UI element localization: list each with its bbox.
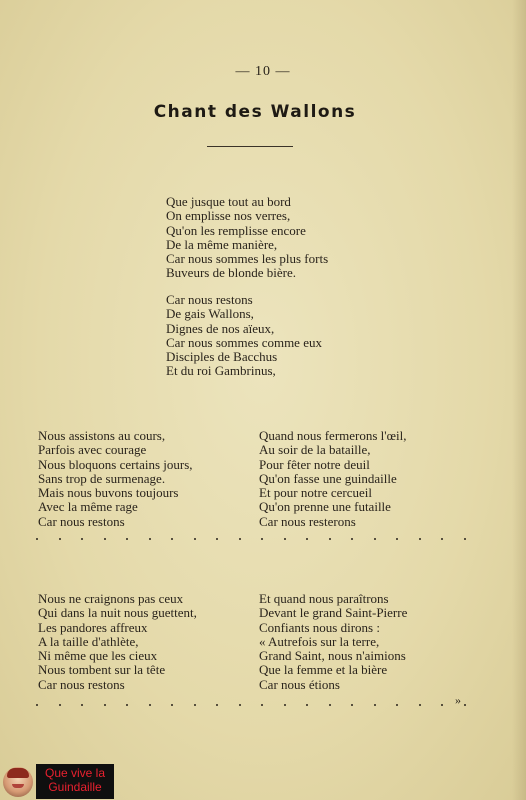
separator-dot xyxy=(351,538,353,540)
verse-line: Que jusque tout au bord xyxy=(166,194,291,209)
separator-dot xyxy=(306,538,308,540)
verse-line: Grand Saint, nous n'aimions xyxy=(259,648,406,664)
verse-line: A la taille d'athlète, xyxy=(38,633,139,649)
separator-dot xyxy=(194,538,196,540)
verse-line: Qui dans la nuit nous guettent, xyxy=(38,605,197,621)
separator-dot xyxy=(374,538,376,540)
verse-line: Quand nous fermerons l'œil, xyxy=(259,428,407,443)
stanza-verse-right-2 xyxy=(259,592,407,692)
verse-line: Et pour notre cercueil xyxy=(259,485,372,501)
separator-dot xyxy=(284,538,286,540)
verse-line: Et quand nous paraîtrons xyxy=(259,591,389,606)
separator-dot xyxy=(329,704,331,706)
verse-line: Qu'on prenne une futaille xyxy=(259,499,391,515)
watermark-line-1: Que vive la xyxy=(44,766,106,780)
verse-line: Et du roi Gambrinus, xyxy=(166,363,276,379)
separator-dot xyxy=(261,538,263,540)
watermark-line-2: Guindaille xyxy=(48,780,102,794)
separator-dot xyxy=(216,538,218,540)
verse-line: Dignes de nos aïeux, xyxy=(166,320,275,336)
verse-line: Parfois avec courage xyxy=(38,442,147,458)
verse-line: Qu'on les remplisse encore xyxy=(166,222,306,238)
dotted-separator xyxy=(36,701,466,709)
separator-dot xyxy=(149,704,151,706)
separator-dot xyxy=(36,704,38,706)
verse-line: Pour fêter notre deuil xyxy=(259,456,370,472)
separator-dot xyxy=(396,538,398,540)
stanza-refrain-1 xyxy=(166,195,328,281)
verse-line: Nous bloquons certains jours, xyxy=(38,456,193,472)
separator-dot xyxy=(171,704,173,706)
verse-line: De la même manière, xyxy=(166,236,278,252)
stanza-verse-left-1 xyxy=(38,429,193,529)
verse-line: « Autrefois sur la terre, xyxy=(259,633,380,649)
title-divider xyxy=(207,146,293,147)
verse-line: Buveurs de blonde bière. xyxy=(166,265,296,281)
verse-line: Nous tombent sur la tête xyxy=(38,662,166,678)
verse-line: Confiants nous dirons : xyxy=(259,619,380,635)
verse-line: Ni même que les cieux xyxy=(38,648,158,664)
verse-line: Car nous resterons xyxy=(259,513,356,529)
separator-dot xyxy=(396,704,398,706)
separator-dot xyxy=(419,538,421,540)
verse-line: Car nous restons xyxy=(38,513,125,529)
separator-dot xyxy=(306,704,308,706)
separator-dot xyxy=(104,538,106,540)
separator-dot xyxy=(126,538,128,540)
separator-dot xyxy=(36,538,38,540)
separator-dot xyxy=(194,704,196,706)
separator-dot xyxy=(126,704,128,706)
separator-dot xyxy=(171,538,173,540)
mascot-face-icon xyxy=(3,767,33,797)
separator-dot xyxy=(441,704,443,706)
stanza-verse-left-2 xyxy=(38,592,197,692)
verse-line: Au soir de la bataille, xyxy=(259,442,371,458)
separator-dot xyxy=(81,538,83,540)
stanza-verse-right-1 xyxy=(259,429,406,529)
separator-dot xyxy=(284,704,286,706)
separator-dot xyxy=(464,704,466,706)
separator-dot xyxy=(464,538,466,540)
verse-line: Les pandores affreux xyxy=(38,619,148,635)
separator-dot xyxy=(149,538,151,540)
verse-line: Car nous sommes les plus forts xyxy=(166,251,329,267)
separator-dot xyxy=(239,704,241,706)
verse-line: Sans trop de surmenage. xyxy=(38,470,166,486)
verse-line: Car nous sommes comme eux xyxy=(166,334,322,350)
page-number: — 10 — xyxy=(235,64,291,79)
separator-dot xyxy=(261,704,263,706)
closing-quote-mark: » xyxy=(455,693,461,707)
verse-line: On emplisse nos verres, xyxy=(166,208,291,224)
watermark-badge xyxy=(0,763,116,800)
verse-line: Nous assistons au cours, xyxy=(38,428,166,443)
stanza-refrain-2 xyxy=(166,293,322,379)
separator-dot xyxy=(351,704,353,706)
verse-line: Car nous étions xyxy=(259,676,340,692)
separator-dot xyxy=(239,538,241,540)
separator-dot xyxy=(81,704,83,706)
separator-dot xyxy=(104,704,106,706)
separator-dot xyxy=(59,704,61,706)
separator-dot xyxy=(59,538,61,540)
song-title: Chant des Wallons xyxy=(153,102,357,122)
verse-line: Qu'on fasse une guindaille xyxy=(259,470,397,486)
verse-line: Avec la même rage xyxy=(38,499,138,515)
separator-dot xyxy=(329,538,331,540)
verse-line: Mais nous buvons toujours xyxy=(38,485,179,501)
separator-dot xyxy=(441,538,443,540)
verse-line: De gais Wallons, xyxy=(166,306,254,322)
page-edge-shadow xyxy=(512,0,526,800)
verse-line: Nous ne craignons pas ceux xyxy=(38,591,184,606)
separator-dot xyxy=(374,704,376,706)
verse-line: Car nous restons xyxy=(38,676,125,692)
verse-line: Disciples de Bacchus xyxy=(166,349,278,365)
separator-dot xyxy=(419,704,421,706)
verse-line: Car nous restons xyxy=(166,292,253,307)
separator-dot xyxy=(216,704,218,706)
verse-line: Que la femme et la bière xyxy=(259,662,388,678)
watermark-text xyxy=(36,764,114,799)
verse-line: Devant le grand Saint-Pierre xyxy=(259,605,408,621)
dotted-separator xyxy=(36,535,466,543)
